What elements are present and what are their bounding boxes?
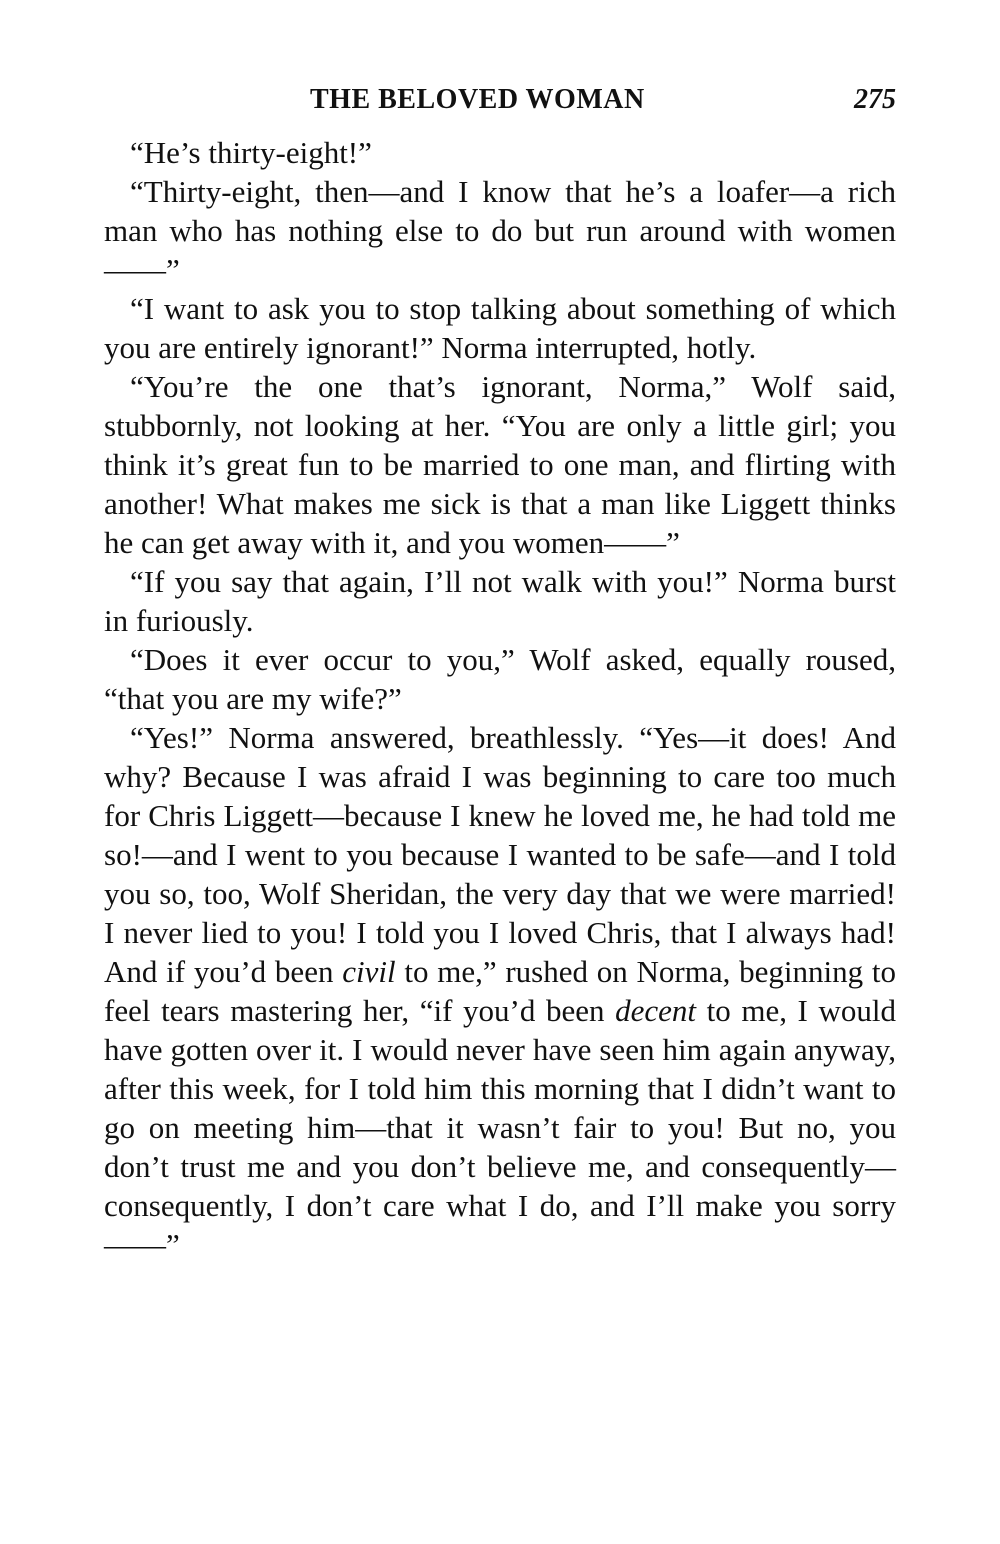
paragraph: “Thirty-eight, then—and I know that he’s a loafer—a rich man who has nothing else to do but run around with women——”: [104, 174, 896, 287]
paragraph: “Does it ever occur to you,” Wolf asked, equally roused, “that you are my wife?”: [104, 642, 896, 716]
text-run: to me, I would have gotten over it. I would never have seen him again anyway, after this week, for I told him this morning that I didn’t want to go on meeting him—that it wasn’t fair to you! But no, you don’t trust me and you don’t believe me, and consequently—consequently, I don’t care what I do, and I’ll make you sorry——”: [104, 993, 896, 1262]
emphasis-decent: decent: [615, 993, 696, 1028]
paragraph: “I want to ask you to stop talking about something of which you are entirely ignorant!” Norma interrupted, hotly.: [104, 291, 896, 365]
paragraph: “He’s thirty-eight!”: [130, 135, 372, 170]
paragraph-final: [104, 718, 896, 1264]
body-text: [104, 133, 896, 1264]
running-head: [104, 82, 896, 118]
paragraph: “You’re the one that’s ignorant, Norma,” Wolf said, stubbornly, not looking at her. “You are only a little girl; you think it’s great fun to be married to one man, and flirting with another! What makes me sick is that a man like Liggett thinks he can get away with it, and you women——”: [104, 369, 896, 560]
emphasis-civil: civil: [342, 954, 396, 989]
page-number: 275: [854, 84, 896, 115]
paragraph: “If you say that again, I’ll not walk with you!” Norma burst in furiously.: [104, 564, 896, 638]
text-run: to me,” rushed on Norma, beginning to feel tears mastering her, “if you’d been: [104, 954, 896, 1028]
text-run: “Yes!” Norma answered, breathlessly. “Yes—it does! And why? Because I was afraid I was beginning to care too much for Chris Liggett—because I knew he loved me, he had told me so!—and I went to you because I wanted to be safe—and I told you so, too, Wolf Sheridan, the very day that we were married! I never lied to you! I told you I loved Chris, that I always had! And if you’d been: [104, 720, 896, 989]
book-title: THE BELOVED WOMAN: [310, 84, 645, 115]
